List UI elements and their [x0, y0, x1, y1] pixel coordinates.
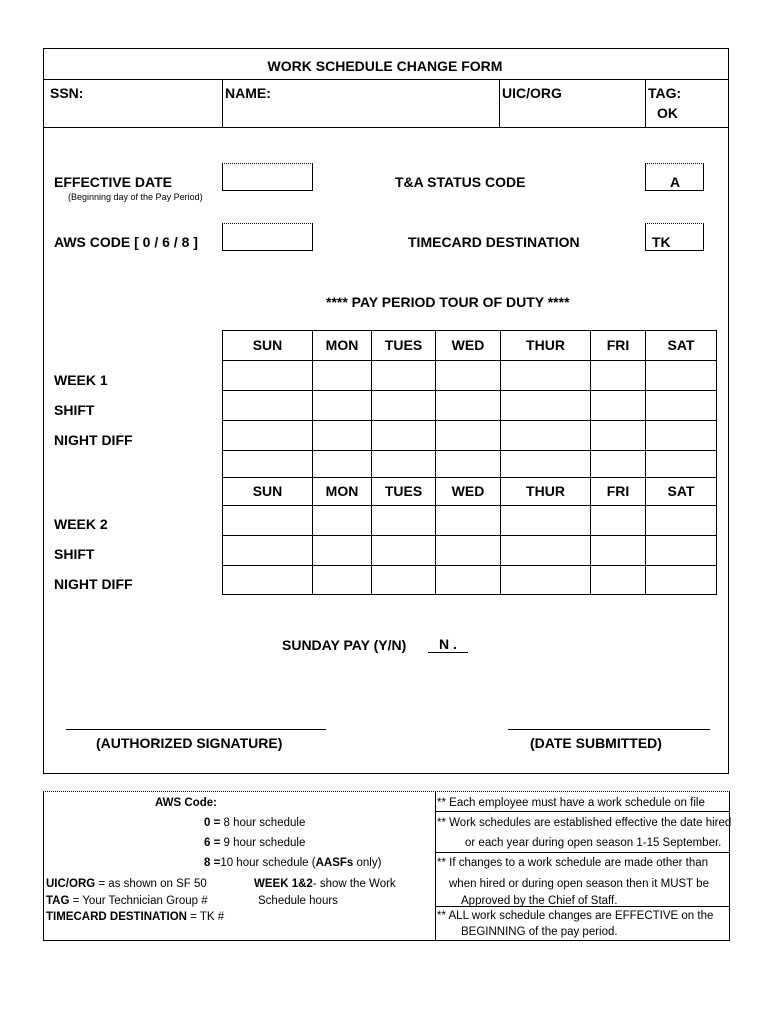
week2-cell[interactable]	[371, 505, 436, 536]
week1-cell[interactable]	[312, 450, 372, 478]
day-label: MON	[325, 337, 359, 353]
week2-cell[interactable]	[645, 535, 717, 566]
day-label: MON	[325, 483, 359, 499]
week2-cell[interactable]	[500, 535, 591, 566]
week1-cell[interactable]	[645, 390, 717, 421]
legend-timecard: TIMECARD DESTINATION = TK #	[46, 911, 225, 923]
week2-cell[interactable]	[312, 565, 372, 595]
day-label: TUES	[384, 337, 423, 353]
week1-cell[interactable]	[371, 450, 436, 478]
week2-cell[interactable]	[435, 565, 501, 595]
form-title: WORK SCHEDULE CHANGE FORM	[267, 58, 503, 74]
date-submitted-label: (DATE SUBMITTED)	[530, 735, 662, 751]
week1-cell[interactable]	[312, 390, 372, 421]
week1-shift-label: SHIFT	[54, 402, 95, 418]
day-label: THUR	[526, 337, 565, 353]
day-label: WED	[451, 483, 485, 499]
week2-cell[interactable]	[645, 505, 717, 536]
note-4: ** If changes to a work schedule are made other than	[437, 857, 709, 869]
week2-cell[interactable]	[371, 565, 436, 595]
week1-cell[interactable]	[435, 420, 501, 451]
day-label: THUR	[526, 483, 565, 499]
legend-week: WEEK 1&2- show the Work	[254, 878, 396, 890]
week1-cell[interactable]	[500, 420, 591, 451]
week1-cell[interactable]	[222, 360, 313, 391]
week1-cell[interactable]	[222, 390, 313, 421]
effective-date-input[interactable]	[222, 163, 313, 191]
ssn-label: SSN:	[50, 85, 84, 101]
week2-header-sat	[645, 477, 717, 506]
legend-uic: UIC/ORG = as shown on SF 50	[46, 878, 207, 890]
note-5: when hired or during open season then it MUST be	[449, 878, 709, 890]
note-rule-1	[435, 811, 730, 812]
week1-header-sun	[222, 330, 313, 361]
week1-header-mon	[312, 330, 372, 361]
title-divider	[43, 79, 729, 80]
legend-tag: TAG = Your Technician Group #	[46, 895, 208, 907]
week1-cell[interactable]	[645, 450, 717, 478]
week1-cell[interactable]	[435, 390, 501, 421]
week1-cell[interactable]	[500, 360, 591, 391]
week1-header-thur	[500, 330, 591, 361]
day-label: SUN	[252, 483, 283, 499]
week2-label: WEEK 2	[54, 516, 108, 532]
note-rule-2	[435, 852, 730, 853]
week1-label: WEEK 1	[54, 372, 108, 388]
week1-cell[interactable]	[222, 450, 313, 478]
header-sep-1	[222, 79, 223, 127]
day-label: SAT	[667, 337, 695, 353]
day-label: SAT	[667, 483, 695, 499]
week2-cell[interactable]	[500, 505, 591, 536]
legend-week-2: Schedule hours	[258, 895, 338, 907]
week2-cell[interactable]	[590, 505, 646, 536]
week2-header-fri	[590, 477, 646, 506]
week2-cell[interactable]	[312, 505, 372, 536]
week2-cell[interactable]	[371, 535, 436, 566]
week2-cell[interactable]	[590, 565, 646, 595]
week1-cell[interactable]	[371, 390, 436, 421]
header-sep-2	[499, 79, 500, 127]
week2-header-mon	[312, 477, 372, 506]
week1-cell[interactable]	[590, 420, 646, 451]
effective-date-label: EFFECTIVE DATE	[54, 174, 172, 190]
week1-cell[interactable]	[645, 360, 717, 391]
note-7: ** ALL work schedule changes are EFFECTIVE on the	[437, 910, 714, 922]
week2-header-sun	[222, 477, 313, 506]
day-label: WED	[451, 337, 485, 353]
week1-header-wed	[435, 330, 501, 361]
week1-cell[interactable]	[590, 360, 646, 391]
week2-night-label: NIGHT DIFF	[54, 576, 133, 592]
week2-cell[interactable]	[500, 565, 591, 595]
week1-night-label: NIGHT DIFF	[54, 432, 133, 448]
schedule-heading: **** PAY PERIOD TOUR OF DUTY ****	[326, 294, 570, 310]
week2-header-thur	[500, 477, 591, 506]
week1-cell[interactable]	[371, 420, 436, 451]
week2-header-wed	[435, 477, 501, 506]
week2-cell[interactable]	[222, 505, 313, 536]
week1-cell[interactable]	[500, 450, 591, 478]
ta-status-value: A	[670, 174, 681, 190]
timecard-value: TK	[652, 234, 671, 250]
day-label: SUN	[252, 337, 283, 353]
week2-cell[interactable]	[590, 535, 646, 566]
header-divider	[43, 127, 729, 128]
tag-label: TAG:	[648, 85, 682, 101]
week1-cell[interactable]	[590, 450, 646, 478]
week1-cell[interactable]	[435, 360, 501, 391]
sunday-pay-label: SUNDAY PAY (Y/N)	[282, 637, 407, 653]
day-label: FRI	[606, 337, 630, 353]
header-sep-3	[645, 79, 646, 127]
week1-cell[interactable]	[312, 360, 372, 391]
week1-cell[interactable]	[222, 420, 313, 451]
signature-label: (AUTHORIZED SIGNATURE)	[96, 735, 283, 751]
effective-date-note: (Beginning day of the Pay Period)	[68, 192, 203, 202]
timecard-input[interactable]	[645, 223, 704, 251]
week2-cell[interactable]	[435, 535, 501, 566]
week1-cell[interactable]	[645, 420, 717, 451]
note-8: BEGINNING of the pay period.	[461, 926, 618, 938]
note-2: ** Work schedules are established effective the date hired	[437, 817, 732, 829]
week1-cell[interactable]	[371, 360, 436, 391]
day-label: FRI	[606, 483, 630, 499]
legend-aws-title: AWS Code:	[155, 797, 217, 809]
week1-header-fri	[590, 330, 646, 361]
legend-aws-8: 8 =10 hour schedule (AASFs only)	[204, 857, 382, 869]
aws-code-label: AWS CODE [ 0 / 6 / 8 ]	[54, 234, 198, 250]
week1-cell[interactable]	[500, 390, 591, 421]
week2-cell[interactable]	[312, 535, 372, 566]
day-label: TUES	[384, 483, 423, 499]
legend-aws-0: 0 = 8 hour schedule	[204, 817, 306, 829]
note-1: ** Each employee must have a work schedule on file	[437, 797, 705, 809]
week1-header-tues	[371, 330, 436, 361]
week1-cell[interactable]	[590, 390, 646, 421]
sunday-pay-value[interactable]: N .	[428, 637, 468, 653]
note-6: Approved by the Chief of Staff.	[461, 895, 618, 907]
timecard-label: TIMECARD DESTINATION	[408, 234, 580, 250]
legend-aws-6: 6 = 9 hour schedule	[204, 837, 306, 849]
aws-code-input[interactable]	[222, 223, 313, 251]
signature-line	[66, 729, 326, 730]
note-3: or each year during open season 1-15 September.	[465, 837, 722, 849]
uic-label: UIC/ORG	[502, 85, 562, 101]
week2-cell[interactable]	[645, 565, 717, 595]
ta-status-label: T&A STATUS CODE	[395, 174, 526, 190]
week2-cell[interactable]	[222, 535, 313, 566]
week2-header-tues	[371, 477, 436, 506]
week2-cell[interactable]	[222, 565, 313, 595]
week1-cell[interactable]	[435, 450, 501, 478]
week2-shift-label: SHIFT	[54, 546, 95, 562]
legend-divider	[435, 791, 436, 941]
tag-value: OK	[657, 105, 678, 121]
date-line	[508, 729, 710, 730]
ta-status-input[interactable]	[645, 163, 704, 191]
week1-header-sat	[645, 330, 717, 361]
week1-cell[interactable]	[312, 420, 372, 451]
week2-cell[interactable]	[435, 505, 501, 536]
name-label: NAME:	[225, 85, 271, 101]
sunday-pay-text: N	[439, 636, 450, 652]
